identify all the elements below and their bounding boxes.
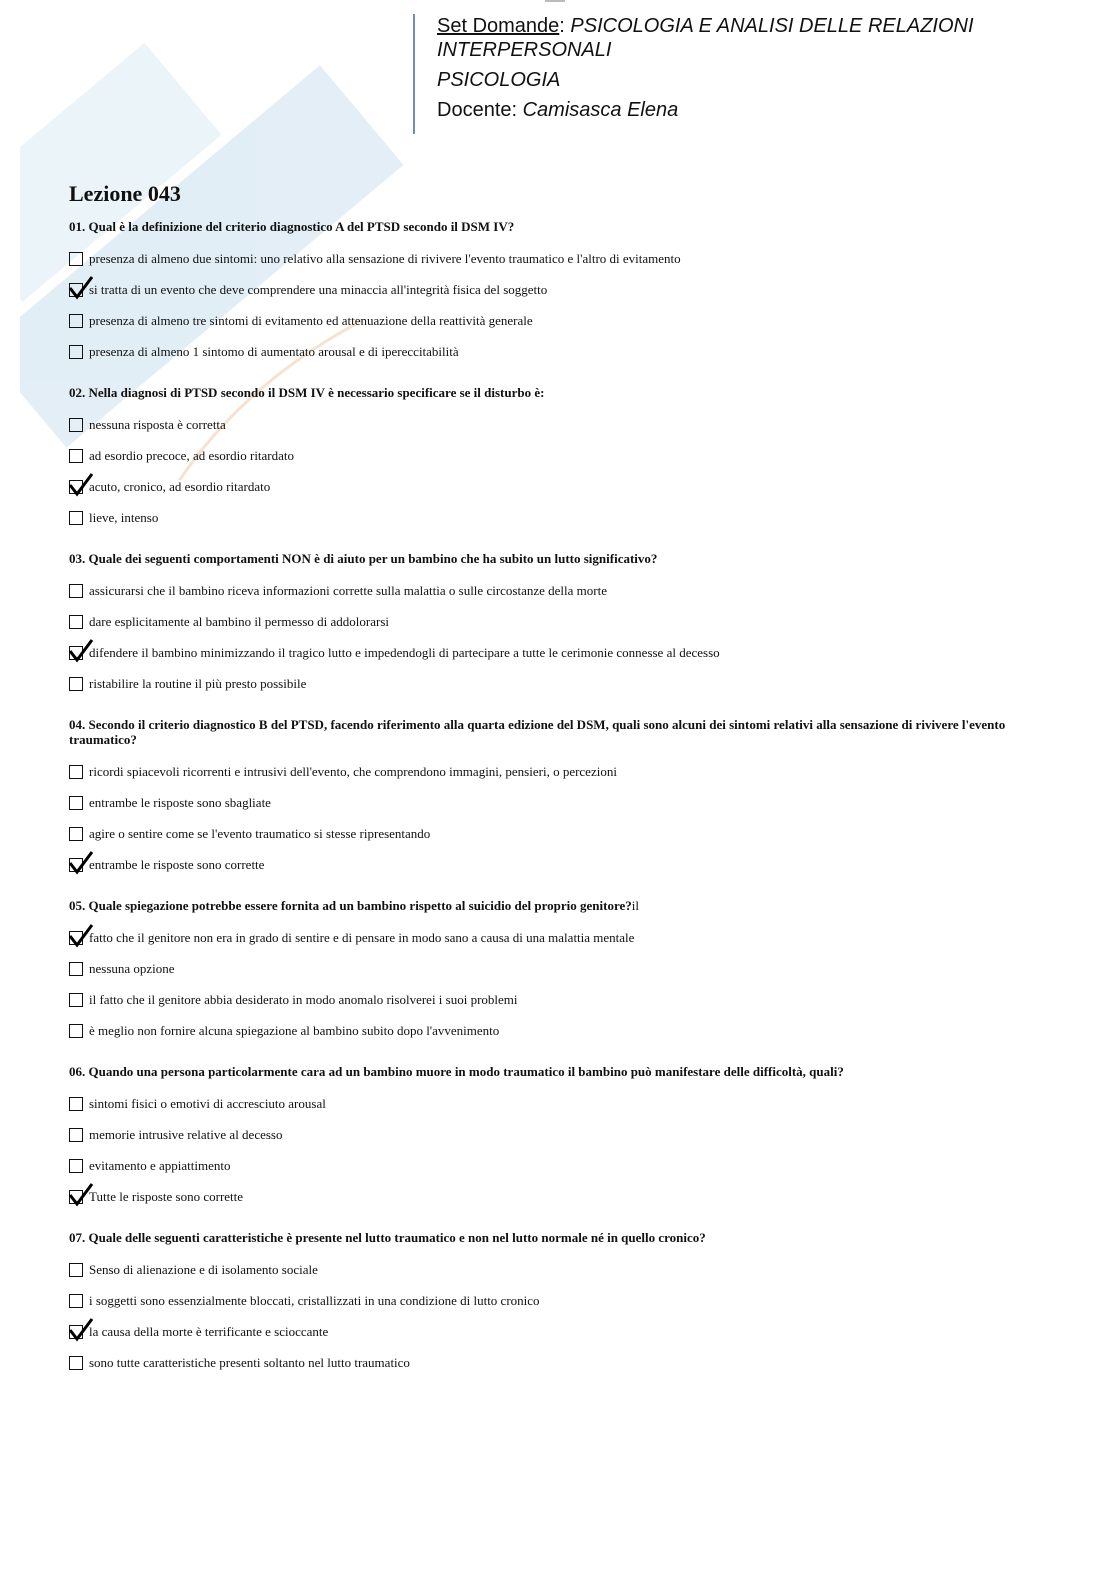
answer-option[interactable] — [69, 1316, 1049, 1347]
lesson-title: Lezione 043 — [69, 181, 181, 206]
checkbox[interactable] — [69, 677, 83, 691]
checkbox[interactable] — [69, 646, 83, 660]
answer-option[interactable] — [69, 1181, 1049, 1212]
answer-option[interactable] — [69, 606, 1049, 637]
answer-option[interactable] — [69, 243, 1049, 274]
question-04 — [69, 717, 1049, 880]
answer-option[interactable] — [69, 1347, 1049, 1378]
option-text: acuto, cronico, ad esordio ritardato — [89, 478, 271, 494]
answer-option[interactable] — [69, 849, 1049, 880]
checkbox[interactable] — [69, 449, 83, 463]
answer-option[interactable] — [69, 1015, 1049, 1046]
option-text: sintomi fisici o emotivi di accresciuto arousal — [89, 1095, 326, 1111]
question-title-suffix: il — [631, 898, 639, 913]
answer-option[interactable] — [69, 336, 1049, 367]
checkbox[interactable] — [69, 283, 83, 297]
checkbox[interactable] — [69, 931, 83, 945]
option-text: agire o sentire come se l'evento traumatico si stesse ripresentando — [89, 825, 431, 841]
set-title-line2: INTERPERSONALI — [437, 39, 612, 61]
checkbox[interactable] — [69, 418, 83, 432]
option-text: nessuna risposta è corretta — [89, 416, 226, 432]
checkbox[interactable] — [69, 1325, 83, 1339]
option-text: evitamento e appiattimento — [89, 1157, 231, 1173]
option-text: assicurarsi che il bambino riceva informazioni corrette sulla malattia o sulle circostanze della morte — [89, 582, 607, 598]
checkbox[interactable] — [69, 345, 83, 359]
checkbox[interactable] — [69, 1097, 83, 1111]
checkbox[interactable] — [69, 1159, 83, 1173]
answer-option[interactable] — [69, 1285, 1049, 1316]
question-01 — [69, 219, 1049, 367]
checkbox[interactable] — [69, 314, 83, 328]
answer-option[interactable] — [69, 471, 1049, 502]
option-text: la causa della morte è terrificante e scioccante — [89, 1323, 329, 1339]
option-text: i soggetti sono essenzialmente bloccati, cristallizzati in una condizione di lutto cronico — [89, 1292, 540, 1308]
answer-option[interactable] — [69, 1254, 1049, 1285]
teacher-line — [437, 98, 1063, 122]
option-text: entrambe le risposte sono sbagliate — [89, 794, 271, 810]
option-text: Senso di alienazione e di isolamento sociale — [89, 1261, 318, 1277]
checkbox[interactable] — [69, 962, 83, 976]
checkbox[interactable] — [69, 480, 83, 494]
option-text: ricordi spiacevoli ricorrenti e intrusivi dell'evento, che comprendono immagini, pensieri, o percezioni — [89, 763, 617, 779]
option-text: è meglio non fornire alcuna spiegazione al bambino subito dopo l'avvenimento — [89, 1022, 500, 1038]
question-title: 07. Quale delle seguenti caratteristiche è presente nel lutto traumatico e non nel lutto normale né in quello cronico? — [69, 1230, 706, 1245]
option-text: fatto che il genitore non era in grado di sentire e di pensare in modo sano a causa di una malattia mentale — [89, 929, 635, 945]
question-title: 06. Quando una persona particolarmente cara ad un bambino muore in modo traumatico il bambino può manifestare delle difficoltà, quali? — [69, 1064, 844, 1079]
checkbox[interactable] — [69, 1190, 83, 1204]
option-text: ad esordio precoce, ad esordio ritardato — [89, 447, 295, 463]
question-07 — [69, 1230, 1049, 1378]
option-text: si tratta di un evento che deve comprendere una minaccia all'integrità fisica del soggetto — [89, 281, 548, 297]
answer-option[interactable] — [69, 953, 1049, 984]
option-text: sono tutte caratteristiche presenti soltanto nel lutto traumatico — [89, 1354, 410, 1370]
option-text: difendere il bambino minimizzando il tragico lutto e impedendogli di partecipare a tutte le cerimonie connesse al decesso — [89, 644, 720, 660]
option-text: nessuna opzione — [89, 960, 175, 976]
option-text: memorie intrusive relative al decesso — [89, 1126, 283, 1142]
question-title: 03. Quale dei seguenti comportamenti NON è di aiuto per un bambino che ha subito un lutto significativo? — [69, 551, 658, 566]
option-text: presenza di almeno tre sintomi di evitamento ed attenuazione della reattività generale — [89, 312, 533, 328]
answer-option[interactable] — [69, 787, 1049, 818]
checkbox[interactable] — [69, 1024, 83, 1038]
question-06 — [69, 1064, 1049, 1212]
option-text: presenza di almeno due sintomi: uno relativo alla sensazione di rivivere l'evento traumatico e l'altro di evitamento — [89, 250, 681, 266]
set-sep: : — [559, 15, 571, 37]
set-line — [437, 14, 1063, 38]
answer-option[interactable] — [69, 818, 1049, 849]
checkbox[interactable] — [69, 993, 83, 1007]
answer-option[interactable] — [69, 922, 1049, 953]
answer-option[interactable] — [69, 1150, 1049, 1181]
answer-option[interactable] — [69, 984, 1049, 1015]
checkbox[interactable] — [69, 765, 83, 779]
question-list — [69, 219, 1049, 1396]
document-header — [413, 14, 1063, 134]
question-03 — [69, 551, 1049, 699]
option-text: Tutte le risposte sono corrette — [89, 1188, 244, 1204]
question-title — [69, 898, 1049, 913]
answer-option[interactable] — [69, 440, 1049, 471]
set-title-line1: PSICOLOGIA E ANALISI DELLE RELAZIONI — [570, 15, 974, 37]
teacher-name: Camisasca Elena — [522, 99, 679, 121]
answer-option[interactable] — [69, 756, 1049, 787]
question-title: 02. Nella diagnosi di PTSD secondo il DSM IV è necessario specificare se il disturbo è: — [69, 385, 545, 400]
question-05 — [69, 898, 1049, 1046]
top-scan-mark — [545, 0, 565, 2]
question-title: 01. Qual è la definizione del criterio diagnostico A del PTSD secondo il DSM IV? — [69, 219, 515, 234]
option-text: dare esplicitamente al bambino il permesso di addolorarsi — [89, 613, 389, 629]
option-text: ristabilire la routine il più presto possibile — [89, 675, 307, 691]
answer-option[interactable] — [69, 274, 1049, 305]
checkbox[interactable] — [69, 858, 83, 872]
option-text: presenza di almeno 1 sintomo di aumentato arousal e di ipereccitabilità — [89, 343, 459, 359]
checkbox[interactable] — [69, 252, 83, 266]
answer-option[interactable] — [69, 502, 1049, 533]
course-name: PSICOLOGIA — [437, 69, 561, 91]
option-text: entrambe le risposte sono corrette — [89, 856, 265, 872]
checkbox[interactable] — [69, 827, 83, 841]
question-title: 04. Secondo il criterio diagnostico B del PTSD, facendo riferimento alla quarta edizione del DSM, quali sono alcuni dei sintomi relativi alla sensazione di rivivere l'evento traumatico? — [69, 717, 1006, 747]
checkbox[interactable] — [69, 1128, 83, 1142]
answer-option[interactable] — [69, 305, 1049, 336]
checkbox[interactable] — [69, 584, 83, 598]
answer-option[interactable] — [69, 575, 1049, 606]
answer-option[interactable] — [69, 1119, 1049, 1150]
question-title-text: 05. Quale spiegazione potrebbe essere fornita ad un bambino rispetto al suicidio del proprio genitore? — [69, 898, 632, 913]
answer-option[interactable] — [69, 637, 1049, 668]
answer-option[interactable] — [69, 1088, 1049, 1119]
answer-option[interactable] — [69, 409, 1049, 440]
option-text: lieve, intenso — [89, 509, 159, 525]
option-text: il fatto che il genitore abbia desiderato in modo anomalo risolverei i suoi problemi — [89, 991, 518, 1007]
question-02 — [69, 385, 1049, 533]
answer-option[interactable] — [69, 668, 1049, 699]
checkbox[interactable] — [69, 1263, 83, 1277]
checkbox[interactable] — [69, 796, 83, 810]
checkbox[interactable] — [69, 1294, 83, 1308]
checkbox[interactable] — [69, 615, 83, 629]
teacher-label: Docente: — [437, 99, 523, 121]
checkbox[interactable] — [69, 511, 83, 525]
set-label: Set Domande — [437, 15, 560, 37]
checkbox[interactable] — [69, 1356, 83, 1370]
